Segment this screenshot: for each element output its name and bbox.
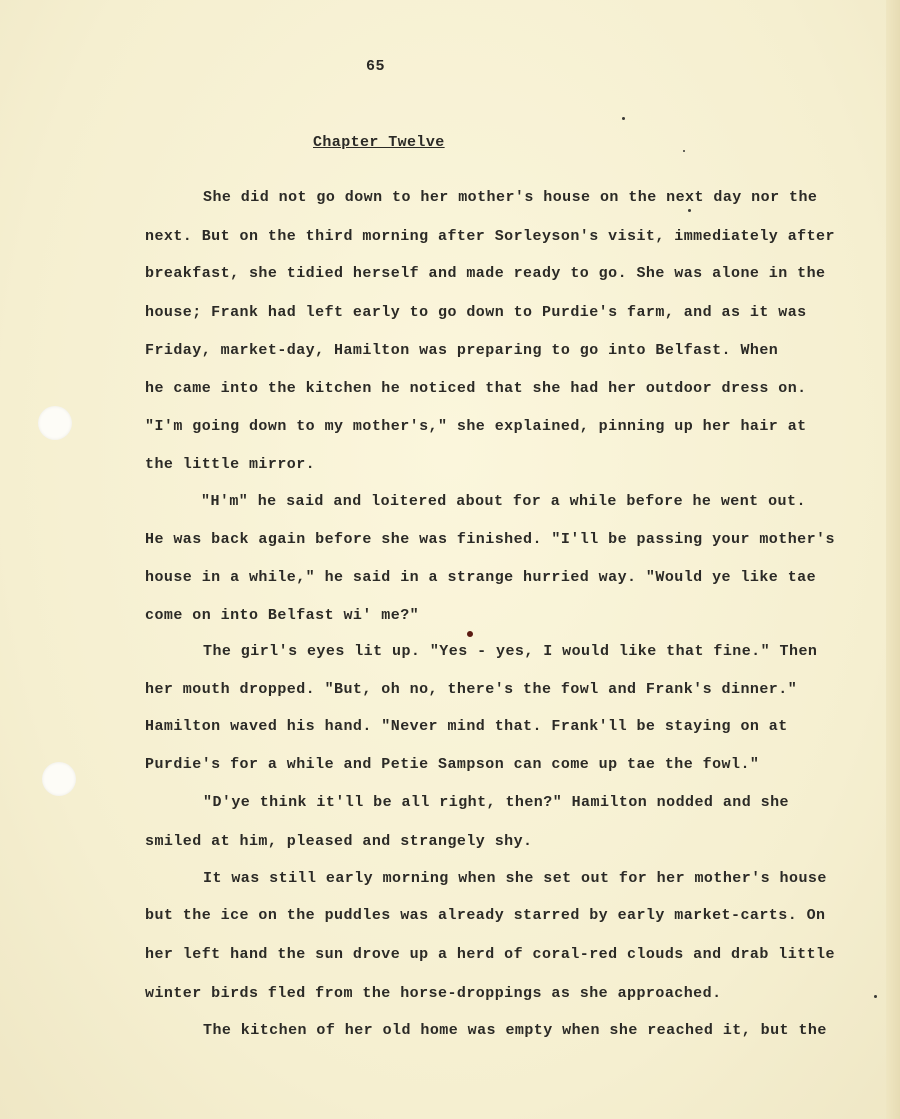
text-line: Friday, market-day, Hamilton was preparing to go into Belfast. When bbox=[145, 342, 779, 359]
text-line: smiled at him, pleased and strangely shy. bbox=[145, 833, 533, 850]
text-line: "I'm going down to my mother's," she explained, pinning up her hair at bbox=[145, 418, 807, 435]
text-line: come on into Belfast wi' me?" bbox=[145, 607, 420, 624]
text-line: The kitchen of her old home was empty when she reached it, but the bbox=[203, 1022, 827, 1039]
text-line: her left hand the sun drove up a herd of coral-red clouds and drab little bbox=[145, 946, 835, 963]
text-line: Hamilton waved his hand. "Never mind that. Frank'll be staying on at bbox=[145, 718, 788, 735]
text-line: She did not go down to her mother's house on the next day nor the bbox=[203, 189, 818, 206]
chapter-title: Chapter Twelve bbox=[313, 134, 445, 151]
ink-speck bbox=[874, 995, 877, 998]
page-number: 65 bbox=[366, 58, 386, 75]
text-line: the little mirror. bbox=[145, 456, 316, 473]
ink-speck bbox=[467, 631, 473, 637]
text-line: The girl's eyes lit up. "Yes - yes, I would like that fine." Then bbox=[203, 643, 818, 660]
page-edge-shadow bbox=[886, 0, 900, 1119]
text-line: He was back again before she was finished. "I'll be passing your mother's bbox=[145, 531, 835, 548]
ink-speck bbox=[683, 150, 685, 152]
text-line: breakfast, she tidied herself and made ready to go. She was alone in the bbox=[145, 265, 826, 282]
text-line: Purdie's for a while and Petie Sampson can come up tae the fowl." bbox=[145, 756, 760, 773]
text-line: "D'ye think it'll be all right, then?" Hamilton nodded and she bbox=[203, 794, 789, 811]
text-line: but the ice on the puddles was already starred by early market-carts. On bbox=[145, 907, 826, 924]
text-line: It was still early morning when she set out for her mother's house bbox=[203, 870, 827, 887]
text-line: house in a while," he said in a strange hurried way. "Would ye like tae bbox=[145, 569, 817, 586]
ink-speck bbox=[622, 117, 625, 120]
punch-hole-bottom bbox=[42, 762, 76, 796]
text-line: her mouth dropped. "But, oh no, there's the fowl and Frank's dinner." bbox=[145, 681, 798, 698]
ink-speck bbox=[688, 209, 691, 212]
text-line: house; Frank had left early to go down to Purdie's farm, and as it was bbox=[145, 304, 807, 321]
text-line: "H'm" he said and loitered about for a while before he went out. bbox=[201, 493, 806, 510]
text-line: winter birds fled from the horse-droppings as she approached. bbox=[145, 985, 722, 1002]
text-line: next. But on the third morning after Sorleyson's visit, immediately after bbox=[145, 228, 835, 245]
punch-hole-top bbox=[38, 406, 72, 440]
text-line: he came into the kitchen he noticed that she had her outdoor dress on. bbox=[145, 380, 807, 397]
